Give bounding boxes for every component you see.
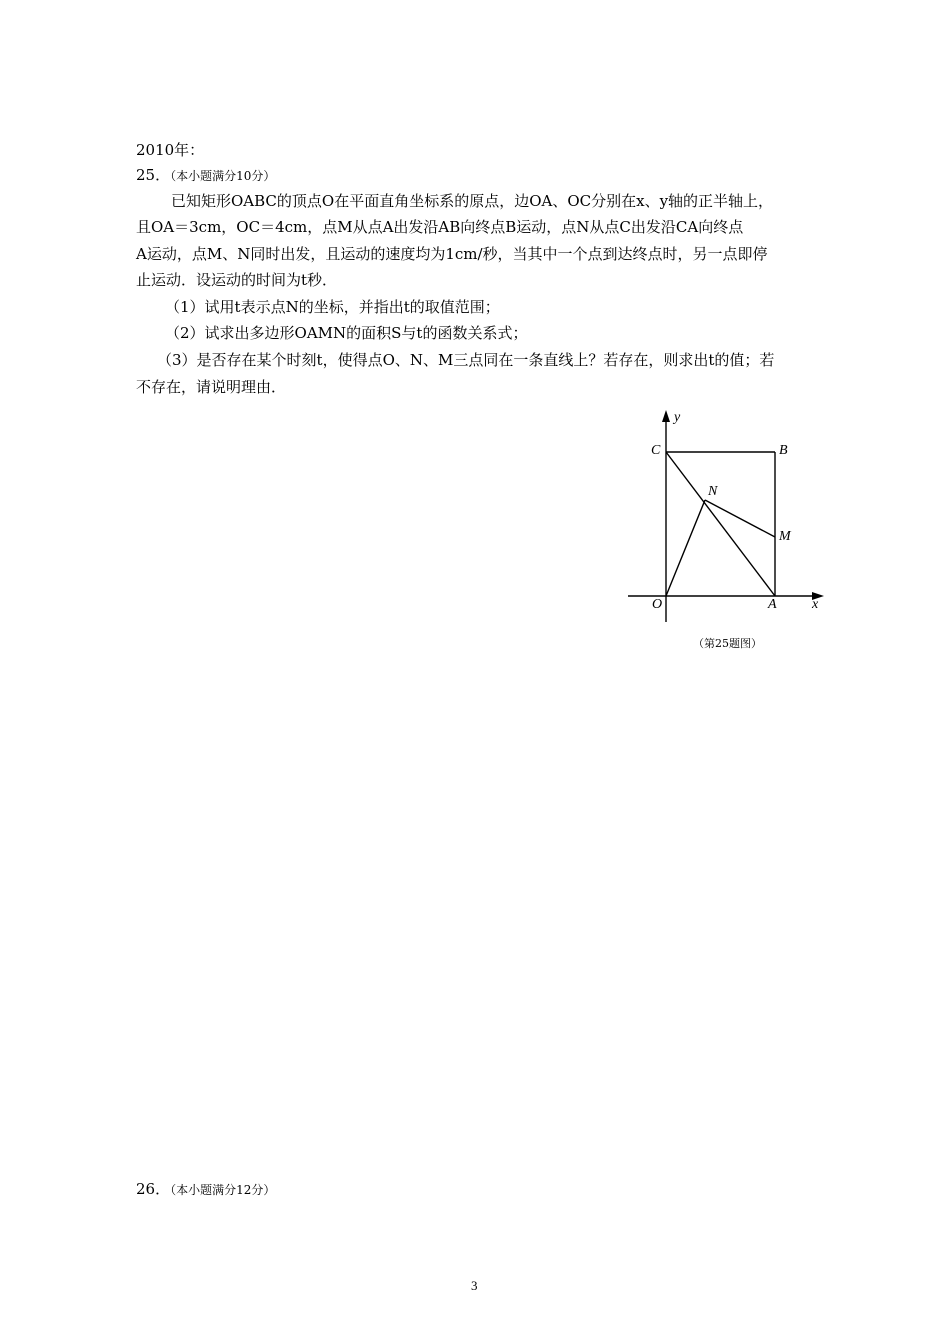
year-heading: 2010年： — [136, 141, 205, 159]
point-M-label: M — [779, 529, 791, 544]
x-axis-label: x — [812, 597, 819, 612]
question-part-2: （2）试求出多边形OAMN的面积S与t的函数关系式； — [165, 324, 528, 342]
point-N-label: N — [708, 484, 718, 499]
segment-CA — [666, 452, 775, 596]
question-part-3-line-2: 不存在，请说明理由． — [136, 378, 287, 396]
question-text-line-3: A运动，点M、N同时出发，且运动的速度均为1cm/秒，当其中一个点到达终点时，另一点即停 — [136, 245, 768, 263]
question-text-line-4: 止运动．设运动的时间为t秒． — [136, 271, 338, 289]
question-number: 26． — [136, 1180, 171, 1198]
question-part-3-line-1: （3）是否存在某个时刻t，使得点O、N、M三点同在一条直线上？若存在，则求出t的值；若 — [157, 351, 775, 369]
question-number: 25． — [136, 166, 171, 184]
point-O-label: O — [652, 597, 663, 612]
segment-ON — [666, 500, 705, 596]
question-text-line-1: 已知矩形OABC的顶点O在平面直角坐标系的原点，边OA、OC分别在x、y轴的正半轴上， — [171, 192, 774, 210]
point-B-label: B — [779, 443, 788, 458]
page-number: 3 — [471, 1278, 478, 1293]
question-26-header — [136, 1180, 275, 1199]
figure-caption: （第25题图） — [693, 637, 762, 650]
point-A-label: A — [768, 597, 777, 612]
question-part-1: （1）试用t表示点N的坐标，并指出t的取值范围； — [165, 298, 500, 316]
question-25-header — [136, 166, 275, 185]
question-score: （本小题满分12分） — [170, 1183, 276, 1197]
y-axis-arrow — [662, 410, 670, 422]
question-text-line-2: 且OA＝3cm，OC＝4cm，点M从点A出发沿AB向终点B运动，点N从点C出发沿CA向终点 — [136, 218, 744, 236]
point-C-label: C — [651, 443, 661, 458]
question-25-figure — [620, 405, 840, 625]
question-score: （本小题满分10分） — [170, 169, 276, 183]
y-axis-label: y — [674, 410, 681, 425]
